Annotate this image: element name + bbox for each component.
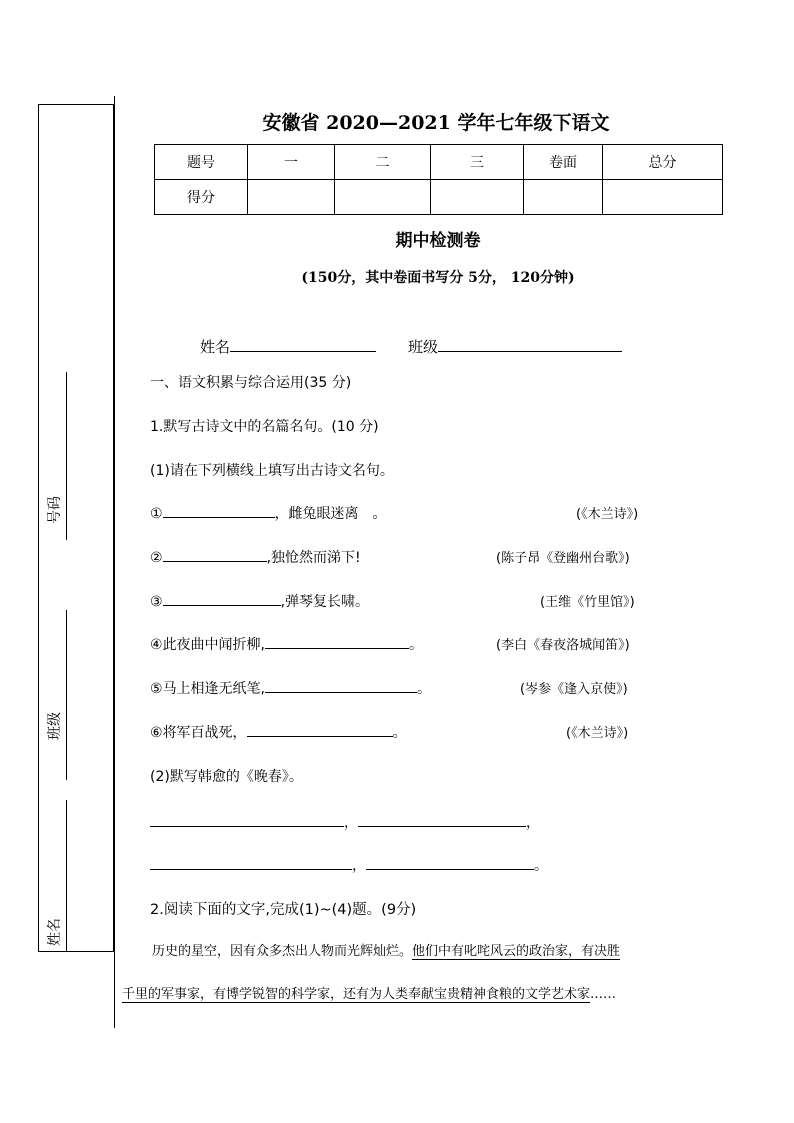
answer-blank[interactable] <box>163 591 281 606</box>
number-line <box>66 372 67 540</box>
score-input-cell[interactable] <box>524 180 603 215</box>
name-label: 姓名 <box>200 338 231 356</box>
question-1-2: (2)默写韩愈的《晚春》。 <box>150 769 303 785</box>
item-source: (李白《春夜洛城闻笛》) <box>496 638 630 653</box>
answer-blank[interactable] <box>163 503 275 518</box>
question-1-1: (1)请在下列横线上填写出古诗文名句。 <box>150 463 394 479</box>
punct: ， <box>352 858 366 874</box>
item-source: (王维《竹里馆》) <box>540 595 635 610</box>
passage-line-1 <box>152 940 620 959</box>
exam-title: 安徽省 2020—2021 学年七年级下语文 <box>262 112 610 134</box>
score-input-cell[interactable] <box>335 180 431 215</box>
passage-line-2 <box>122 983 616 1002</box>
item-before: 将军百战死， <box>162 725 247 741</box>
passage-text: 历史的星空，因有众多杰出人物而光辉灿烂。 <box>152 944 413 959</box>
table-cell: 题号 <box>155 145 248 180</box>
table-cell: 二 <box>335 145 431 180</box>
passage-text: …… <box>590 987 617 1002</box>
answer-blank[interactable] <box>247 722 393 737</box>
item-source: (陈子昂《登幽州台歌》) <box>496 551 630 566</box>
binding-line <box>114 96 115 1028</box>
poem-item-5 <box>150 678 431 698</box>
class-label: 班级 <box>408 338 439 356</box>
answer-blank[interactable] <box>150 855 352 870</box>
passage-underlined: 千里的军事家，有博学锐智的科学家，还有为人类奉献宝贵精神食粮的文学艺术家 <box>122 987 591 1002</box>
table-cell: 一 <box>248 145 335 180</box>
name-line <box>66 800 67 952</box>
exam-subtitle: 期中检测卷 <box>395 231 481 251</box>
table-cell: 得分 <box>155 180 248 215</box>
poem-item-6 <box>150 722 407 742</box>
answer-blank[interactable] <box>150 812 344 827</box>
item-number: ② <box>150 550 163 566</box>
section-heading: 一、语文积累与综合运用(35 分) <box>150 375 352 391</box>
name-margin-label: 姓名 <box>47 918 63 946</box>
poem-item-3 <box>150 591 369 611</box>
answer-blank[interactable] <box>265 634 409 649</box>
score-input-cell[interactable] <box>248 180 335 215</box>
item-number: ③ <box>150 594 163 610</box>
item-after: ,弹琴复长啸。 <box>280 594 370 610</box>
item-after: ，雌兔眼迷离 。 <box>274 506 387 522</box>
answer-blank[interactable] <box>366 855 534 870</box>
table-row <box>155 180 723 215</box>
answer-blank[interactable] <box>163 547 267 562</box>
poem-line-2 <box>150 855 548 875</box>
item-number: ④ <box>150 637 163 653</box>
table-cell: 卷面 <box>524 145 603 180</box>
answer-blank[interactable] <box>265 678 417 693</box>
item-number: ⑤ <box>150 681 163 697</box>
score-table <box>154 144 723 215</box>
item-after: ,独怆然而涕下! <box>266 550 361 566</box>
item-before: 此夜曲中闻折柳, <box>162 637 266 653</box>
item-number: ① <box>150 506 163 522</box>
table-row <box>155 145 723 180</box>
table-cell: 三 <box>431 145 524 180</box>
item-after: 。 <box>392 725 407 741</box>
poem-line-1 <box>150 812 540 832</box>
item-source: (《木兰诗》) <box>576 507 639 522</box>
item-source: (岑参《逢入京使》) <box>520 682 628 697</box>
poem-item-1 <box>150 503 387 523</box>
number-label: 号码 <box>47 496 63 524</box>
item-after: 。 <box>409 637 424 653</box>
answer-blank[interactable] <box>358 812 526 827</box>
score-input-cell[interactable] <box>603 180 723 215</box>
punct: 。 <box>534 858 548 874</box>
question-1: 1.默写古诗文中的名篇名句。(10 分) <box>150 419 379 435</box>
punct: ， <box>526 815 540 831</box>
binding-margin-box <box>38 104 114 952</box>
item-before: 马上相逢无纸笔, <box>162 681 266 697</box>
question-2: 2.阅读下面的文字,完成(1)~(4)题。(9分) <box>150 902 417 918</box>
score-input-cell[interactable] <box>431 180 524 215</box>
exam-note: (150分，其中卷面书写分 5分， 120分钟) <box>301 270 575 286</box>
class-line <box>66 610 67 780</box>
class-field[interactable] <box>438 337 622 352</box>
punct: ， <box>344 815 358 831</box>
passage-underlined: 他们中有叱咤风云的政治家，有决胜 <box>412 944 621 959</box>
student-class-row <box>408 336 622 357</box>
student-name-row <box>200 336 376 357</box>
item-after: 。 <box>417 681 432 697</box>
poem-item-2 <box>150 547 361 567</box>
poem-item-4 <box>150 634 423 654</box>
table-cell: 总分 <box>603 145 723 180</box>
item-number: ⑥ <box>150 725 163 741</box>
item-source: (《木兰诗》) <box>566 726 629 741</box>
name-field[interactable] <box>230 337 376 352</box>
class-label: 班级 <box>47 712 63 740</box>
